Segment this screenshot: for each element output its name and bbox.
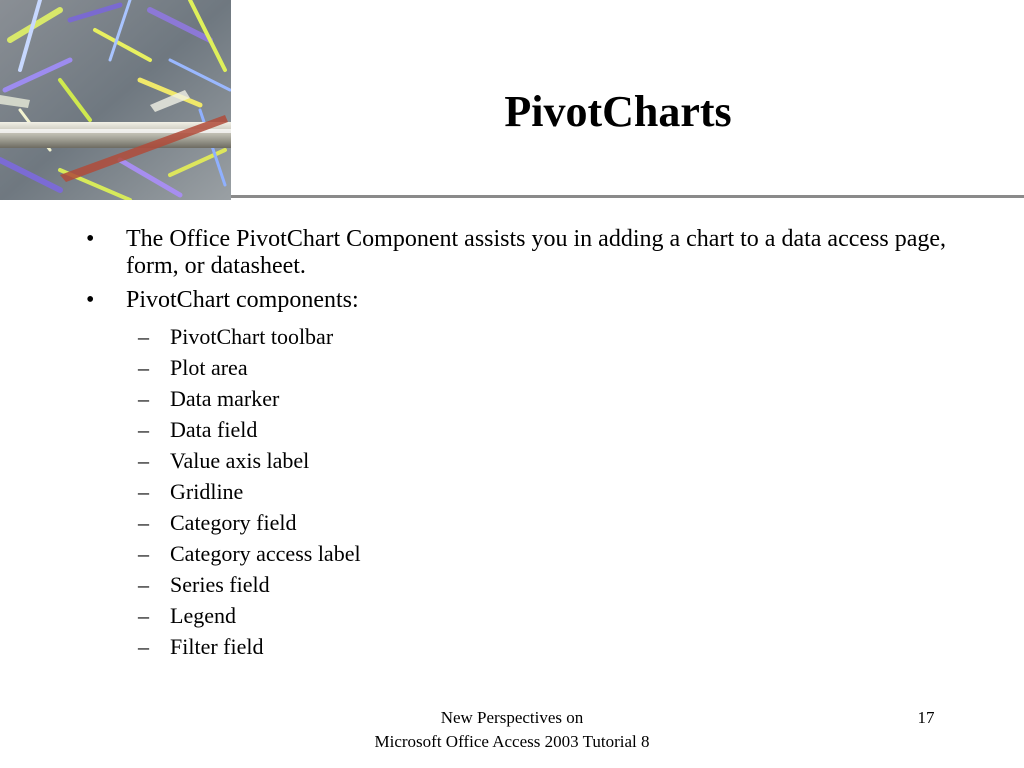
bullet-text: The Office PivotChart Component assists you in adding a chart to a data access page, form, or datasheet. (126, 226, 947, 279)
title-divider (231, 195, 1024, 198)
dash-marker: – (138, 510, 149, 535)
dash-marker: – (138, 603, 149, 628)
dash-marker: – (138, 417, 149, 442)
footer-line-2: Microsoft Office Access 2003 Tutorial 8 (374, 732, 650, 751)
dash-marker: – (138, 386, 149, 411)
bullet-item-components (86, 287, 946, 314)
list-item: – Value axis label (86, 445, 946, 476)
bullet-text: PivotChart components: (126, 287, 359, 313)
abstract-light-streaks-image (0, 0, 231, 200)
list-item: – Gridline (86, 476, 946, 507)
dash-marker: – (138, 541, 149, 566)
decorative-corner-image (0, 0, 231, 200)
bullet-item-intro (86, 226, 946, 280)
list-item: – Plot area (86, 352, 946, 383)
list-item: – Category access label (86, 538, 946, 569)
dash-marker: – (138, 355, 149, 380)
slide-content (86, 226, 946, 662)
dash-marker: – (138, 572, 149, 597)
dash-marker: – (138, 634, 149, 659)
footer-caption (330, 706, 694, 754)
list-item: – Data field (86, 414, 946, 445)
dash-marker: – (138, 479, 149, 504)
dash-marker: – (138, 448, 149, 473)
slide-title: PivotCharts (504, 87, 732, 136)
dash-marker: – (138, 324, 149, 349)
list-item: – PivotChart toolbar (86, 321, 946, 352)
list-item: – Legend (86, 600, 946, 631)
list-item: – Filter field (86, 631, 946, 662)
footer-line-1: New Perspectives on (440, 708, 584, 727)
bullet-marker: • (86, 226, 95, 252)
list-item: – Category field (86, 507, 946, 538)
list-item: – Data marker (86, 383, 946, 414)
list-item: – Series field (86, 569, 946, 600)
components-list (86, 321, 946, 662)
page-number: 17 (917, 708, 935, 727)
bullet-marker: • (86, 287, 95, 313)
